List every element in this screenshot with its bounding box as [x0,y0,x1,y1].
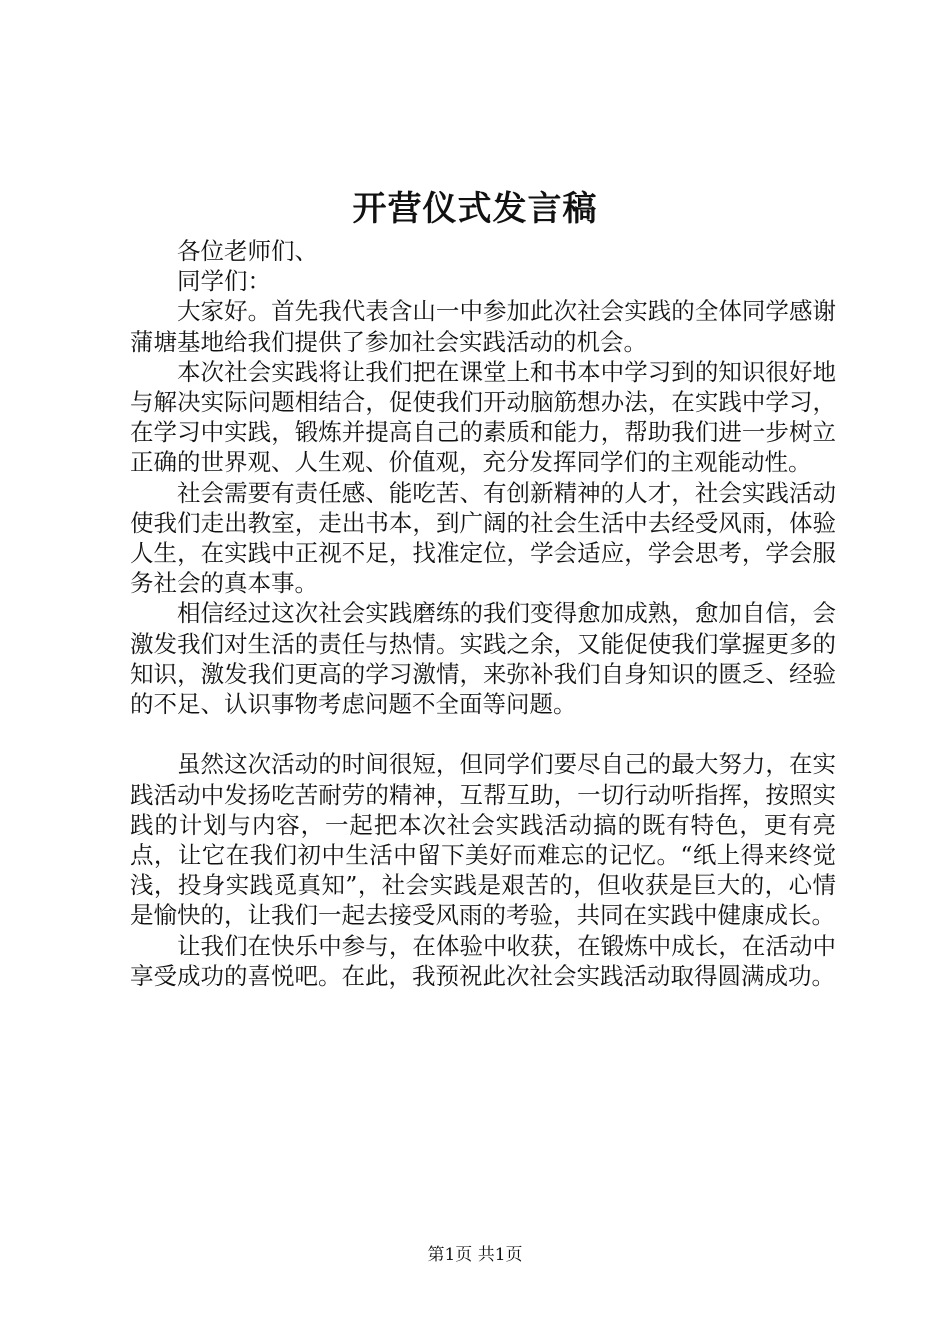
document-body [130,236,836,991]
paragraph-purpose: 本次社会实践将让我们把在课堂上和书本中学习到的知识很好地与解决实际问题相结合，促使我们开动脑筋想办法，在实践中学习，在学习中实践，锻炼并提高自己的素质和能力，帮助我们进一步树立正确的世界观、人生观、价值观，充分发挥同学们的主观能动性。 [130,357,836,477]
salutation-teachers: 各位老师们、 [177,237,318,265]
page-number-footer: 第1页 共1页 [427,1245,523,1265]
document-title: 开营仪式发言稿 [352,189,598,229]
paragraph-greeting: 大家好。首先我代表含山一中参加此次社会实践的全体同学感谢蒲塘基地给我们提供了参加社会实践活动的机会。 [130,297,836,356]
paragraph-closing: 让我们在快乐中参与，在体验中收获，在锻炼中成长，在活动中享受成功的喜悦吧。在此，我预祝此次社会实践活动取得圆满成功。 [130,931,836,990]
paragraph-growth: 相信经过这次社会实践磨练的我们变得愈加成熟，愈加自信，会激发我们对生活的责任与热情。实践之余，又能促使我们掌握更多的知识，激发我们更高的学习激情，来弥补我们自身知识的匮乏、经验的不足、认识事物考虑问题不全面等问题。 [130,599,836,719]
salutation-students: 同学们： [177,267,271,296]
paragraph-society-needs: 社会需要有责任感、能吃苦、有创新精神的人才，社会实践活动使我们走出教室，走出书本，到广阔的社会生活中去经受风雨，体验人生，在实践中正视不足，找准定位，学会适应，学会思考，学会服务社会的真本事。 [130,478,836,598]
paragraph-effort: 虽然这次活动的时间很短，但同学们要尽自己的最大努力，在实践活动中发扬吃苦耐劳的精神，互帮互助，一切行动听指挥，按照实践的计划与内容，一起把本次社会实践活动搞的既有特色，更有亮点，让它在我们初中生活中留下美好而难忘的记忆。“纸上得来终觉浅，投身实践觅真知”，社会实践是艰苦的，但收获是巨大的，心情是愉快的，让我们一起去接受风雨的考验，共同在实践中健康成长。 [130,750,836,930]
